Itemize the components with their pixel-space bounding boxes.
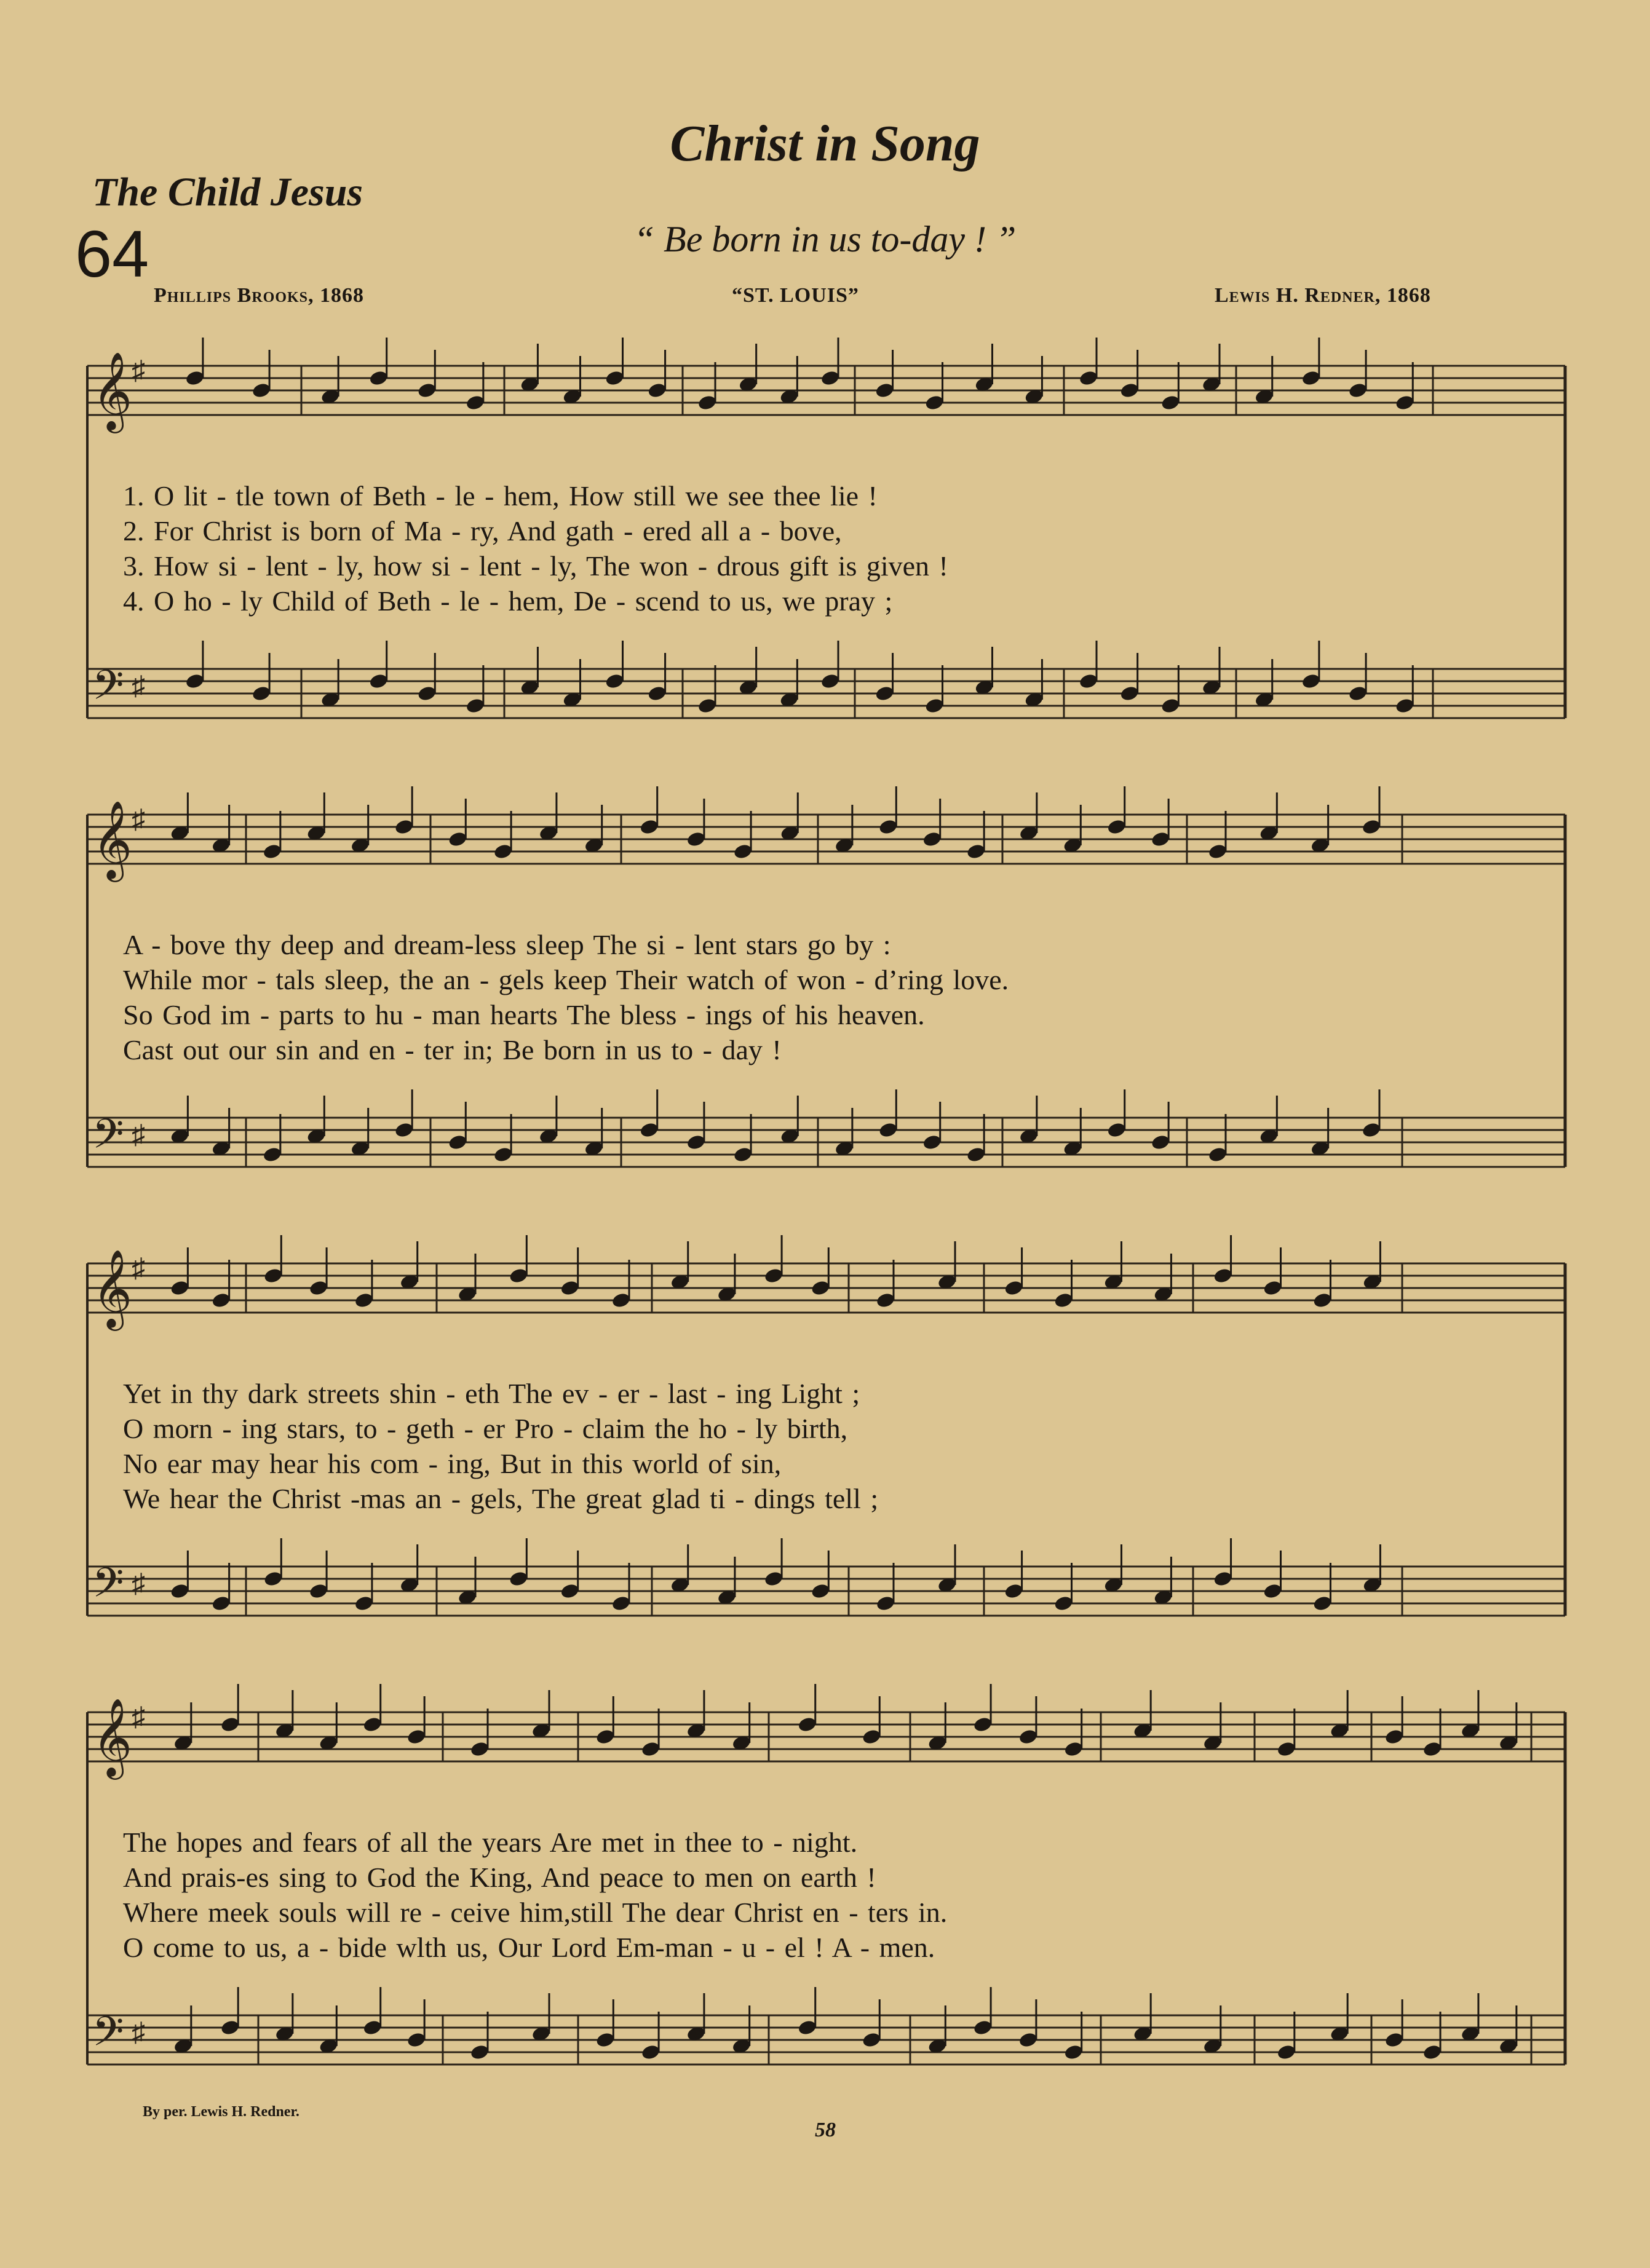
treble-staff	[87, 786, 1565, 882]
section-title: The Child Jesus	[92, 170, 363, 215]
bass-staff	[87, 641, 1565, 719]
lyric-verse-2: 2. For Christ is born of Ma - ry, And gath - ered all a - bove,	[123, 515, 842, 547]
tune-name: “ST. LOUIS”	[732, 284, 859, 307]
treble-clef-icon: 𝄞	[92, 1249, 133, 1327]
key-signature-sharp-icon: ♯	[132, 804, 145, 834]
bass-clef-icon: 𝄢	[92, 1110, 124, 1168]
treble-staff	[87, 338, 1565, 433]
lyric-verse-1: A - bove thy deep and dream-less sleep The si - lent stars go by :	[123, 929, 891, 960]
lyric-verse-3: Where meek souls will re - ceive him,still The dear Christ en - ters in.	[123, 1897, 948, 1928]
hymn-subtitle: “ Be born in us to-day ! ”	[633, 219, 1017, 259]
key-signature-sharp-icon: ♯	[132, 1568, 145, 1598]
key-signature-sharp-icon: ♯	[132, 671, 145, 701]
lyric-verse-4: 4. O ho - ly Child of Beth - le - hem, De - scend to us, we pray ;	[123, 585, 893, 617]
bass-clef-icon: 𝄢	[92, 662, 124, 719]
treble-clef-icon: 𝄞	[92, 800, 133, 879]
treble-clef-icon: 𝄞	[92, 351, 133, 430]
bass-staff	[87, 1089, 1565, 1168]
lyrics-system-3	[123, 1377, 1537, 1517]
lyric-verse-2: And prais-es sing to God the King, And peace to men on earth !	[123, 1862, 876, 1893]
composer-credit: Lewis H. Redner, 1868	[1215, 284, 1431, 307]
book-title: Christ in Song	[670, 115, 980, 172]
page-number: 58	[815, 2119, 836, 2141]
lyrics-system-4	[123, 1826, 1537, 1966]
hymn-number: 64	[75, 216, 149, 291]
lyric-verse-1: Yet in thy dark streets shin - eth The ev - er - last - ing Light ;	[123, 1378, 860, 1409]
lyric-verse-1: 1. O lit - tle town of Beth - le - hem, How still we see thee lie !	[123, 480, 878, 512]
key-signature-sharp-icon: ♯	[132, 1253, 145, 1283]
treble-clef-icon: 𝄞	[92, 1697, 133, 1776]
permission-credit: By per. Lewis H. Redner.	[143, 2104, 299, 2120]
bass-clef-icon: 𝄢	[92, 1559, 124, 1616]
treble-staff	[87, 1684, 1565, 1780]
lyric-verse-2: O morn - ing stars, to - geth - er Pro - claim the ho - ly birth,	[123, 1413, 848, 1444]
key-signature-sharp-icon: ♯	[132, 1120, 145, 1150]
lyric-verse-3: No ear may hear his com - ing, But in this world of sin,	[123, 1448, 782, 1479]
treble-staff	[87, 1235, 1565, 1331]
key-signature-sharp-icon: ♯	[132, 2017, 145, 2047]
lyric-verse-1: The hopes and fears of all the years Are met in thee to - night.	[123, 1827, 858, 1858]
author-credit: Phillips Brooks, 1868	[154, 284, 365, 307]
lyric-verse-3: So God im - parts to hu - man hearts The bless - ings of his heaven.	[123, 999, 925, 1030]
lyric-verse-3: 3. How si - lent - ly, how si - lent - ly, The won - drous gift is given !	[123, 550, 948, 582]
lyric-verse-4: We hear the Christ -mas an - gels, The great glad ti - dings tell ;	[123, 1483, 879, 1514]
key-signature-sharp-icon: ♯	[132, 355, 145, 385]
lyrics-system-2	[123, 928, 1537, 1069]
lyric-verse-2: While mor - tals sleep, the an - gels keep Their watch of won - d’ring love.	[123, 964, 1009, 995]
lyric-verse-4: O come to us, a - bide wlth us, Our Lord Em-man - u - el ! A - men.	[123, 1932, 935, 1963]
bass-clef-icon: 𝄢	[92, 2008, 124, 2065]
bass-staff	[87, 1987, 1565, 2065]
lyrics-system-1	[123, 480, 1537, 620]
key-signature-sharp-icon: ♯	[132, 1702, 145, 1732]
lyric-verse-4: Cast out our sin and en - ter in; Be born in us to - day !	[123, 1034, 782, 1065]
bass-staff	[87, 1538, 1565, 1616]
